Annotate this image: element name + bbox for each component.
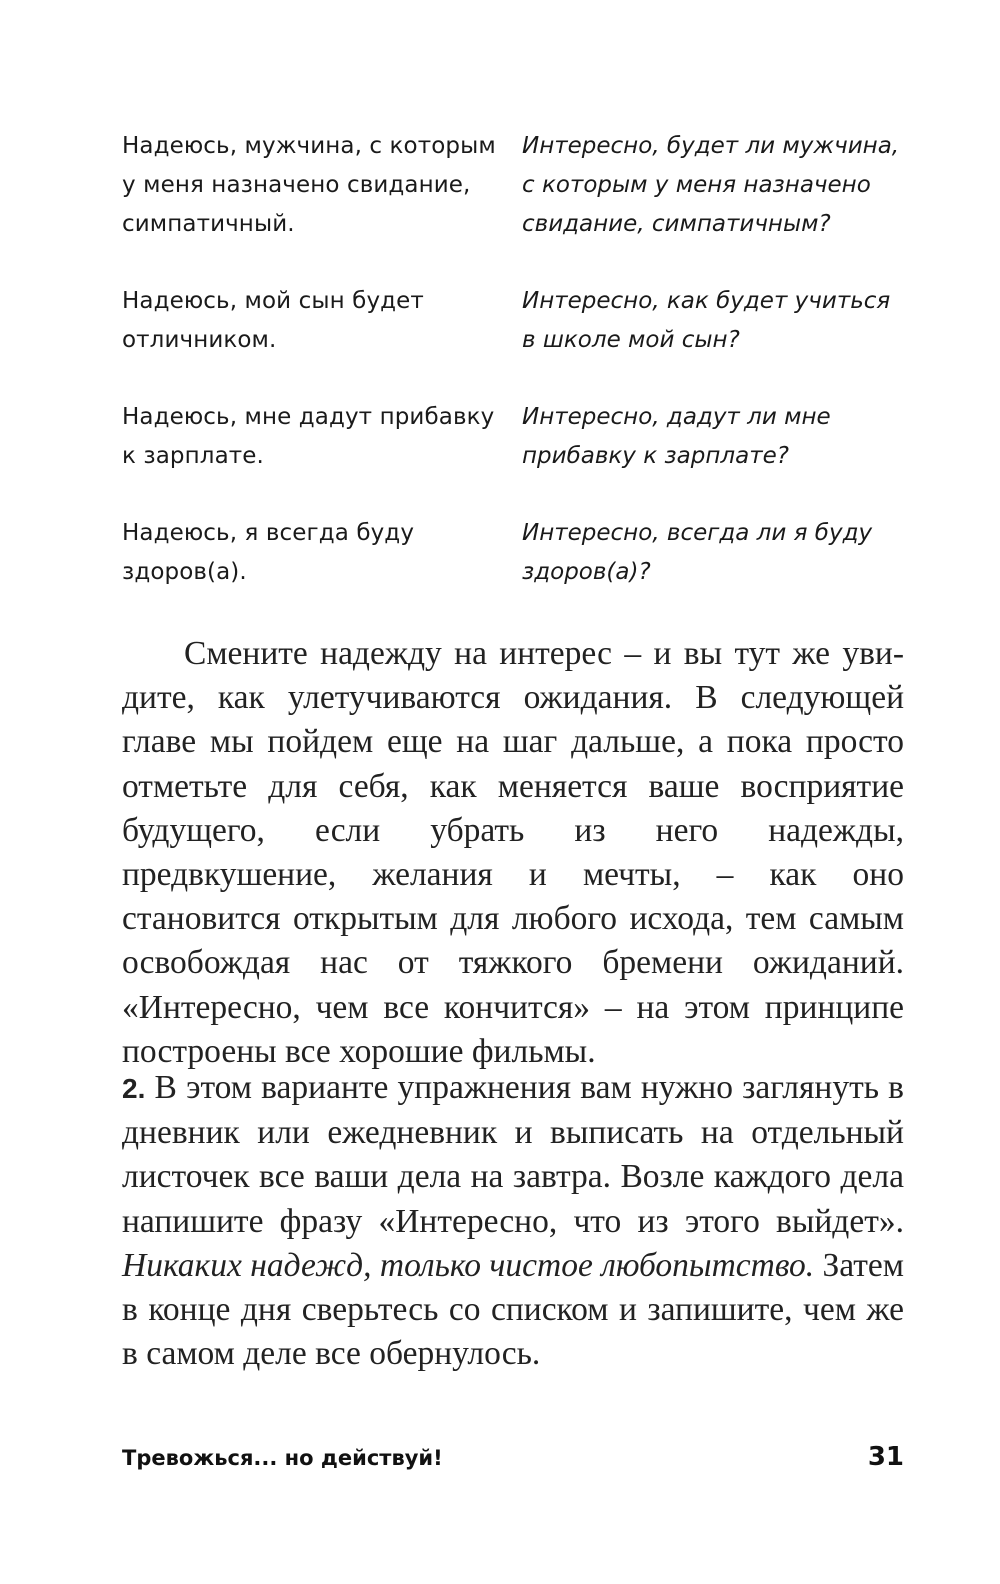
hope-vs-interest-examples: [122, 127, 912, 630]
exercise-number: 2.: [122, 1073, 146, 1104]
interest-statement: Интересно, как будет учиться в школе мой сын?: [522, 288, 891, 353]
exercise-text-a: В этом варианте упражнения вам нужно заглянуть в дневник или ежедневник и выписать на отдельный листочек все ваши дела на завтра. Возле каждого дела напишите фразу «Интересно, что из этого выйдет».: [122, 1069, 904, 1240]
hope-statement: Надеюсь, мужчина, с которым у меня назначено свидание, симпатичный.: [122, 133, 496, 237]
page-number: 31: [867, 1442, 904, 1472]
example-pair-4: [122, 514, 912, 592]
page-footer: [122, 1442, 904, 1472]
hope-statement: Надеюсь, мой сын будет отличником.: [122, 288, 424, 353]
hope-statement: Надеюсь, мне дадут прибавку к зарплате.: [122, 404, 495, 469]
interest-statement: Интересно, дадут ли мне прибавку к зарплате?: [522, 404, 831, 469]
example-pair-3: [122, 398, 912, 476]
example-pair-2: [122, 282, 912, 360]
exercise-text-italic: Никаких надежд, только чистое любопытство.: [122, 1246, 815, 1284]
example-pair-1: [122, 127, 912, 244]
interest-statement: Интересно, будет ли мужчина, с которым у меня назначено свидание, симпатичным?: [522, 133, 900, 237]
running-title: Тревожься... но действуй!: [122, 1446, 443, 1470]
body-paragraph-1: Смените надежду на интерес – и вы тут же увидите, как улетучиваются ожидания. В следующей главе мы пойдем еще на шаг дальше, а пока просто отметьте для себя, как меняется ваше восприятие будущего, если убрать из него надежды, предвкушение, желания и мечты, – как оно становится открытым для любого исхода, тем самым освобождая нас от тяжкого бремени ожиданий. «Интересно, чем все кончится» – на этом принципе построены все хорошие фильмы.: [122, 635, 904, 1070]
body-paragraph-2: [122, 1066, 904, 1376]
interest-statement: Интересно, всегда ли я буду здоров(а)?: [522, 520, 873, 585]
hope-statement: Надеюсь, я всегда буду здоров(а).: [122, 520, 415, 585]
exercise-text-b: Затем в конце дня сверьтесь со списком и запишите, чем же в самом деле все обернулось.: [122, 1246, 904, 1373]
